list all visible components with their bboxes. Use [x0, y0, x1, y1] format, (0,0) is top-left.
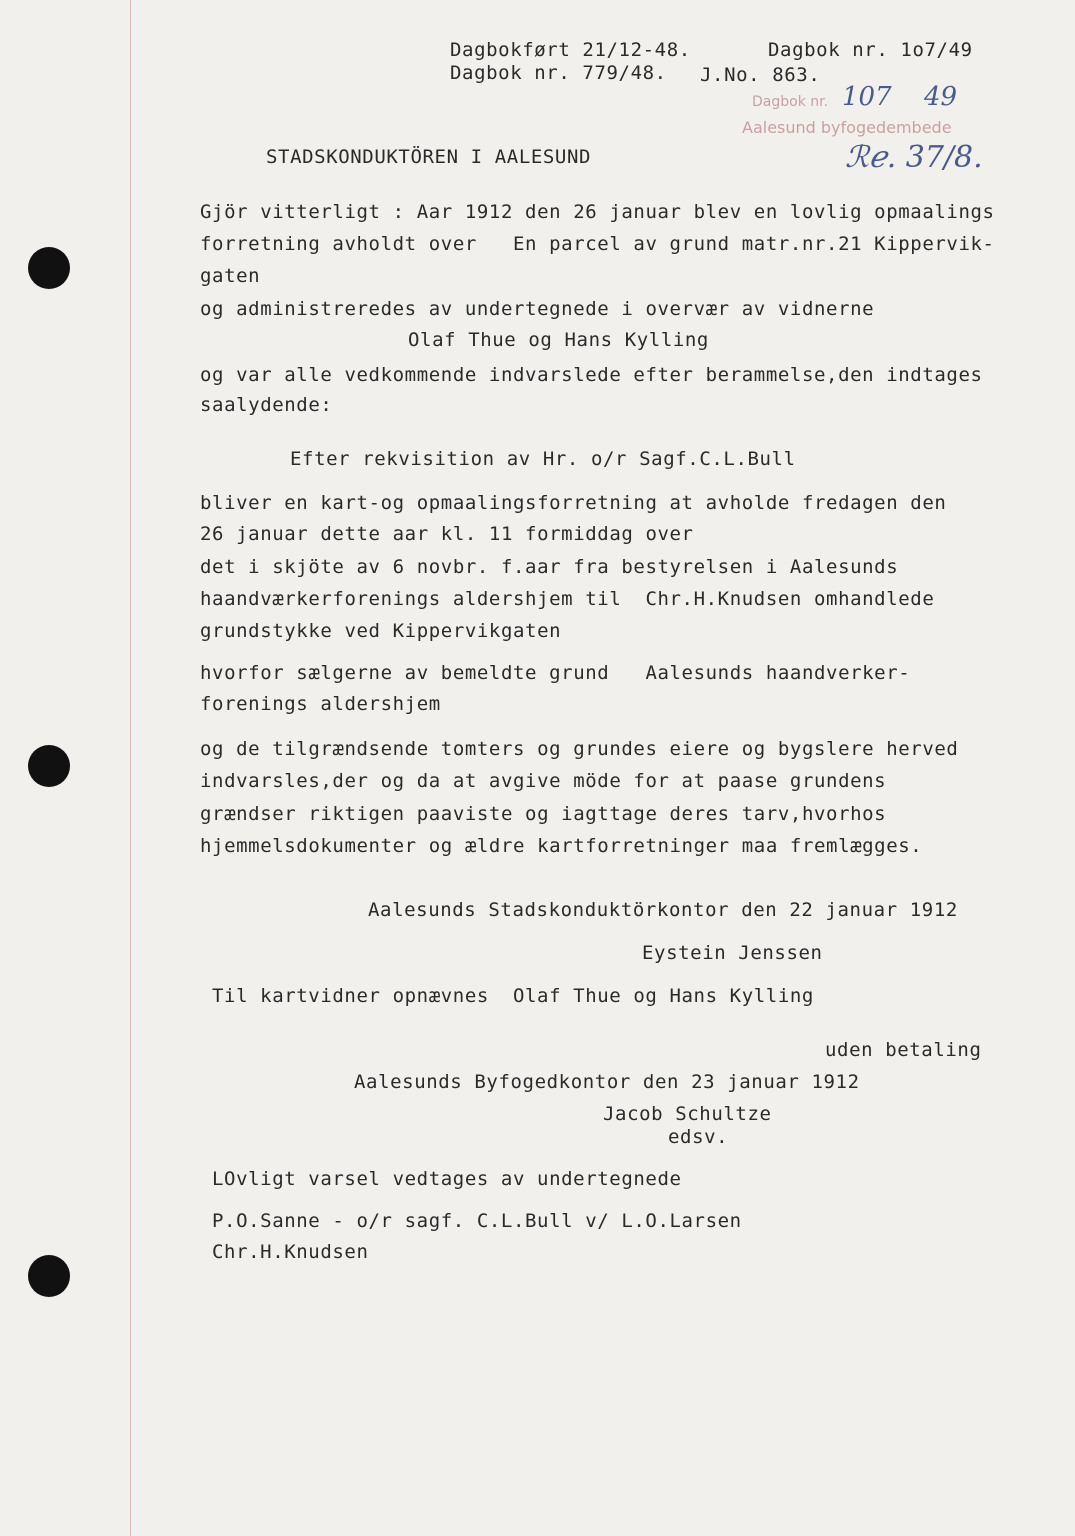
body-line: haandværkerforenings aldershjem til Chr.H.Knudsen omhandlede	[200, 588, 935, 610]
body-line: hjemmelsdokumenter og ældre kartforretninger maa fremlægges.	[200, 835, 923, 857]
appointment-line: Til kartvidner opnævnes Olaf Thue og Hans Kylling	[212, 985, 814, 1007]
body-line: bliver en kart-og opmaalingsforretning at avholde fredagen den	[200, 492, 947, 514]
body-line: og var alle vedkommende indvarslede efter berammelse,den indtages	[200, 364, 983, 386]
witness-names: Olaf Thue og Hans Kylling	[408, 329, 709, 351]
body-line: grændser riktigen paaviste og iagttage deres tarv,hvorhos	[200, 803, 887, 825]
handwritten-year: 49	[924, 82, 958, 112]
header-jno: J.No. 863.	[700, 64, 821, 86]
body-line: Gjör vitterligt : Aar 1912 den 26 januar blev en lovlig opmaalings	[200, 201, 995, 223]
party-name: Chr.H.Knudsen	[212, 1241, 369, 1263]
signer-title: edsv.	[668, 1126, 729, 1148]
header-dagbok-nr-left: Dagbok nr. 779/48.	[450, 62, 667, 84]
stamp-byfogedembede: Aalesund byfogedembede	[742, 118, 952, 137]
place-date-line: Aalesunds Stadskonduktörkontor den 22 januar 1912	[368, 899, 958, 921]
body-line: forenings aldershjem	[200, 693, 441, 715]
body-line: det i skjöte av 6 novbr. f.aar fra bestyrelsen i Aalesunds	[200, 556, 899, 578]
parties-line: P.O.Sanne - o/r sagf. C.L.Bull v/ L.O.Larsen	[212, 1210, 742, 1232]
body-line: grundstykke ved Kippervikgaten	[200, 620, 562, 642]
fee-note: uden betaling	[825, 1039, 982, 1061]
requisition-line: Efter rekvisition av Hr. o/r Sagf.C.L.Bull	[290, 448, 796, 470]
body-line: 26 januar dette aar kl. 11 formiddag over	[200, 523, 694, 545]
body-line: og administreredes av undertegnede i overvær av vidnerne	[200, 298, 875, 320]
margin-rule	[130, 0, 131, 1536]
punch-hole	[28, 1255, 70, 1297]
body-line: indvarsles,der og da at avgive möde for at paase grundens	[200, 770, 887, 792]
notice-line: LOvligt varsel vedtages av undertegnede	[212, 1168, 682, 1190]
signer-name: Jacob Schultze	[603, 1103, 772, 1125]
body-line: gaten	[200, 265, 261, 287]
header-dagbokfort: Dagbokført 21/12-48.	[450, 39, 691, 61]
header-dagbok-nr-right: Dagbok nr. 1o7/49	[768, 39, 973, 61]
body-line: forretning avholdt over En parcel av grund matr.nr.21 Kippervik-	[200, 233, 995, 255]
punch-hole	[28, 745, 70, 787]
punch-hole	[28, 247, 70, 289]
handwritten-signature: ℛℯ. 37/8.	[845, 140, 983, 175]
body-line: og de tilgrændsende tomters og grundes eiere og bygslere herved	[200, 738, 959, 760]
stamp-dagbok: Dagbok nr.	[752, 94, 829, 110]
place-date-line: Aalesunds Byfogedkontor den 23 januar 1912	[354, 1071, 860, 1093]
body-line: saalydende:	[200, 394, 333, 416]
handwritten-number: 107	[842, 82, 892, 112]
signer-name: Eystein Jenssen	[642, 942, 823, 964]
document-title: STADSKONDUKTÖREN I AALESUND	[266, 146, 592, 168]
body-line: hvorfor sælgerne av bemeldte grund Aalesunds haandverker-	[200, 662, 911, 684]
